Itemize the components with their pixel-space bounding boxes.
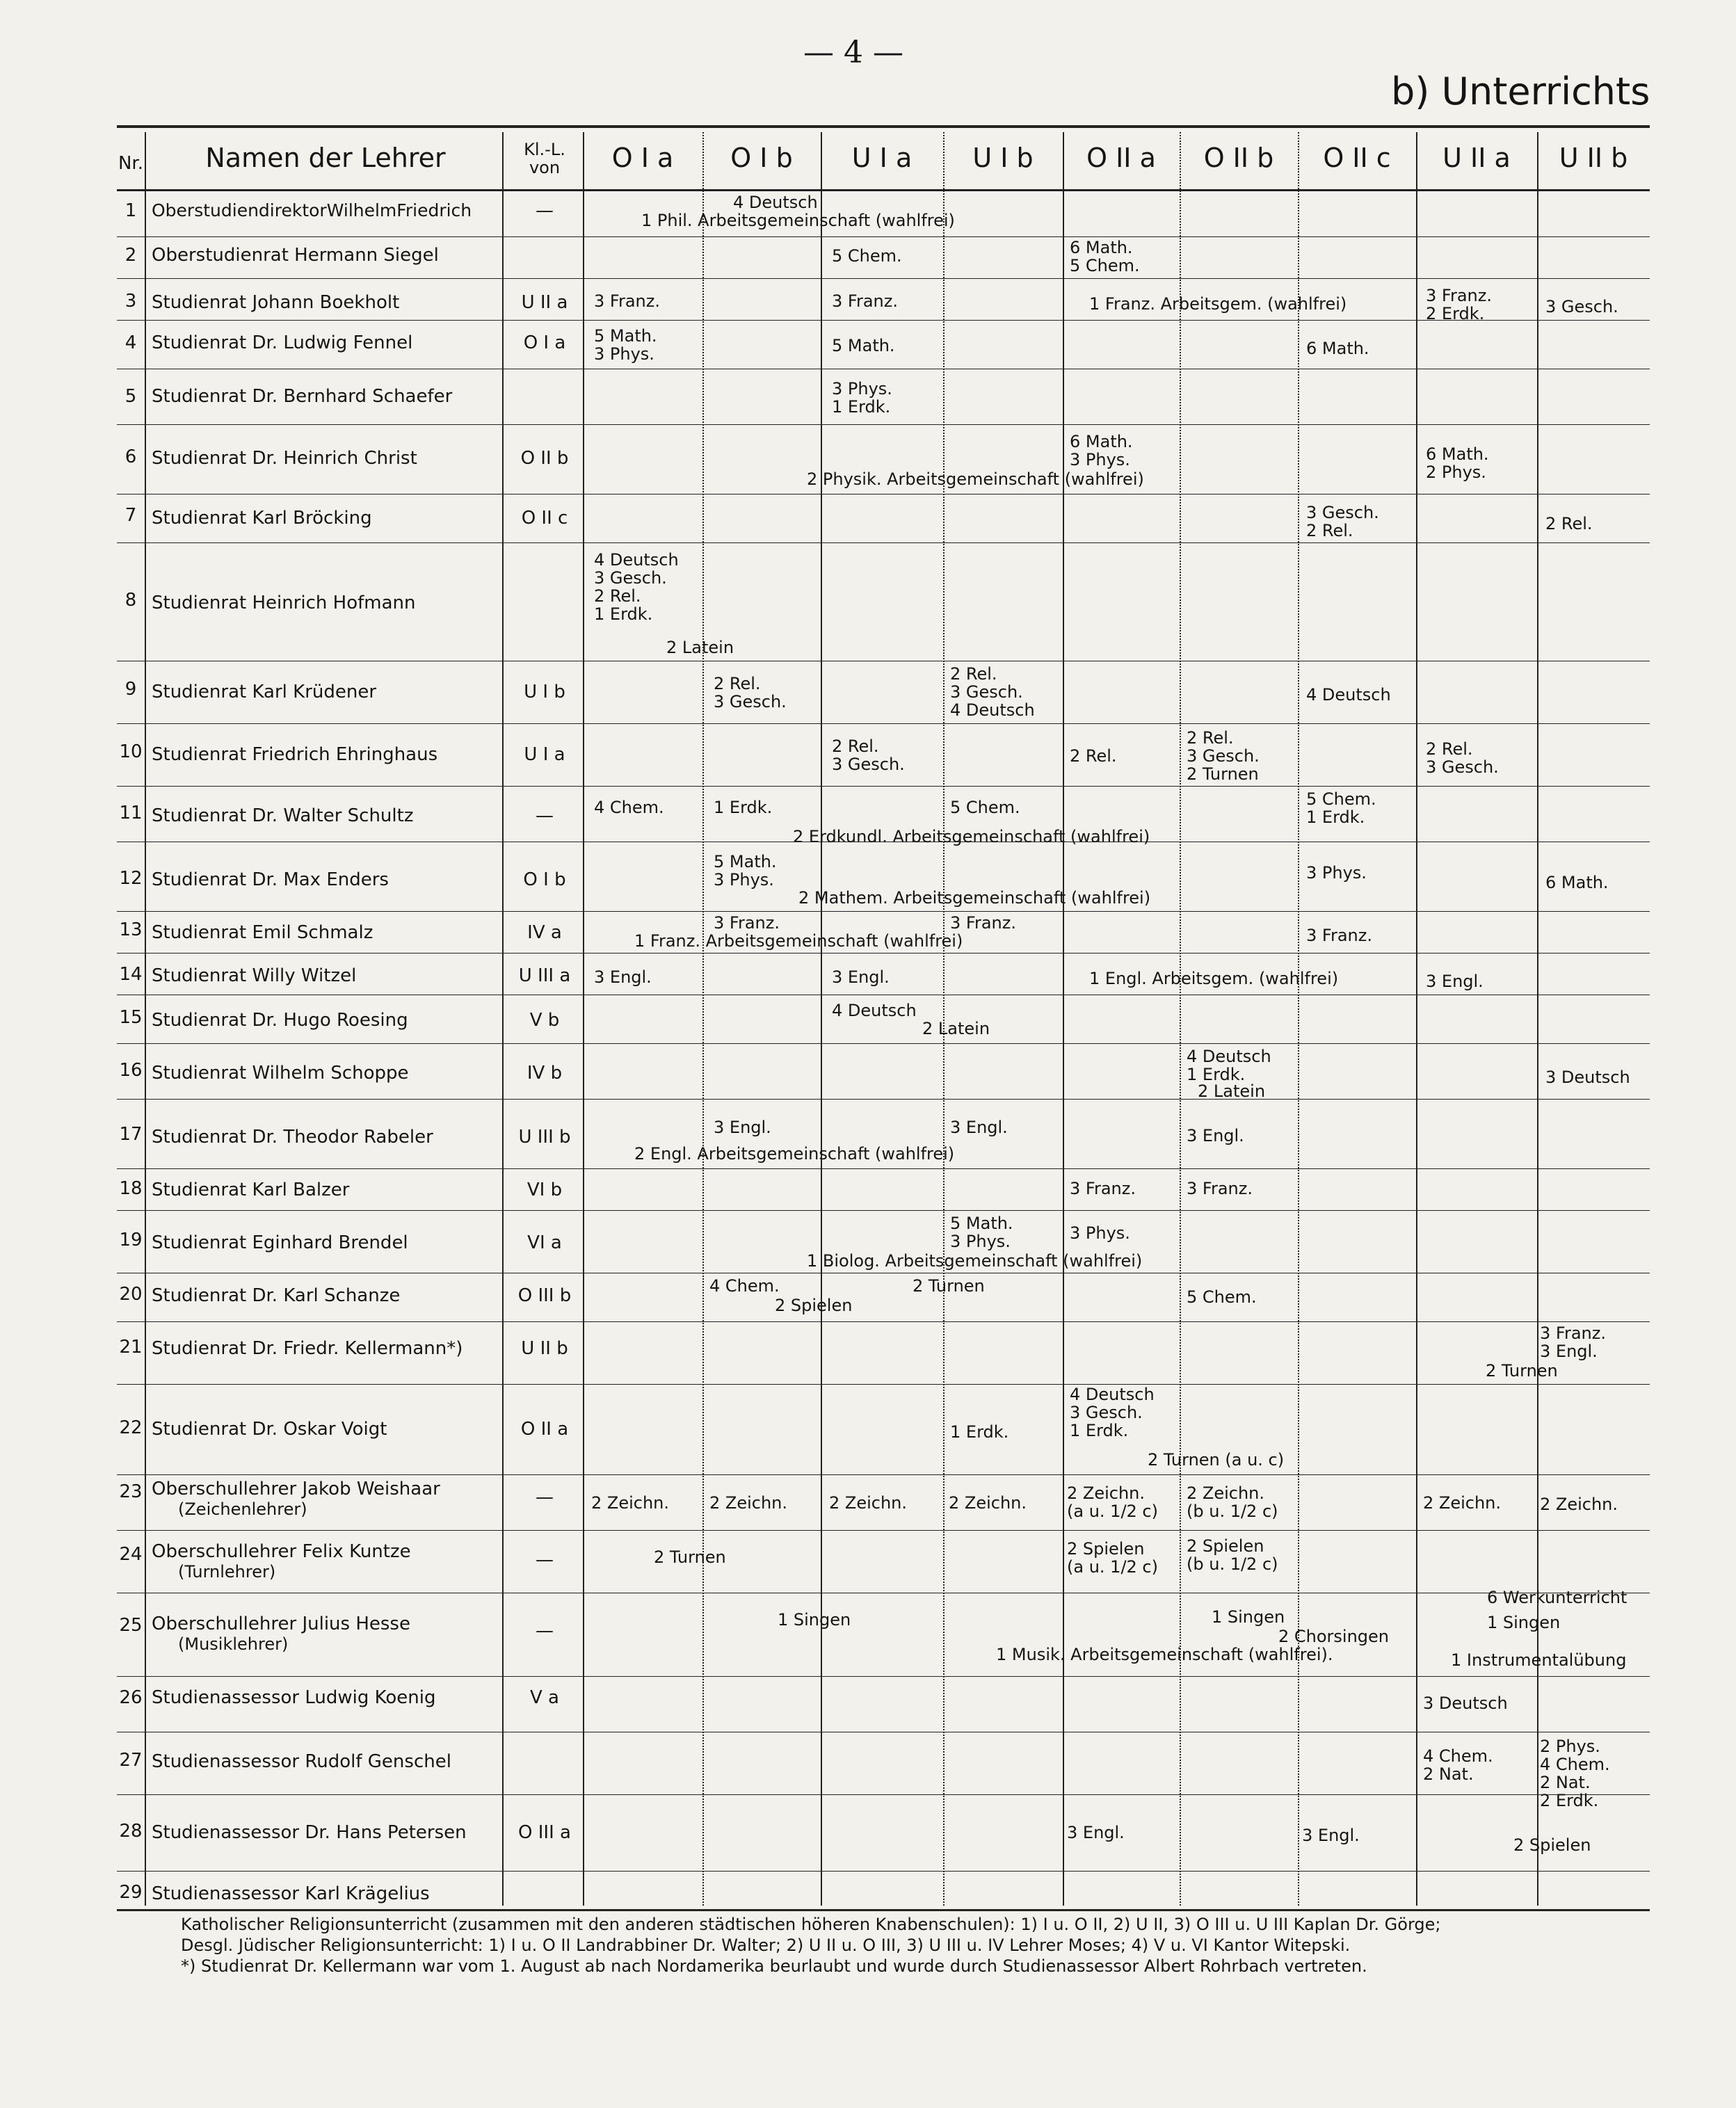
header-class: O II c <box>1323 143 1391 173</box>
lesson-cell: 2 Mathem. Arbeitsgemeinschaft (wahlfrei) <box>798 888 1151 908</box>
lesson-cell: 3 Franz. <box>1070 1179 1136 1198</box>
lesson-cell: 3 Engl. <box>1067 1823 1125 1842</box>
row-number: 5 <box>124 386 137 407</box>
lesson-cell: 5 Chem. <box>950 798 1020 817</box>
page-number: — 4 — <box>803 35 903 70</box>
footnote-jewish: Desgl. Jüdischer Religionsunterricht: 1) I u. O II Landrabbiner Dr. Walter; 2) U II u. O III, 3) U III u. IV Lehrer Moses; 4) V u. VI Kantor Witepski. <box>181 1936 1351 1955</box>
lesson-cell: 2 Zeichn. <box>709 1493 788 1513</box>
row-number: 3 <box>124 291 137 312</box>
row-number: 8 <box>124 590 137 611</box>
teacher-name: Studienrat Karl Bröcking <box>152 508 372 529</box>
class-teacher: O II b <box>520 448 569 469</box>
row-number: 24 <box>119 1544 143 1565</box>
row-rule <box>117 1676 1650 1677</box>
lesson-cell: 2 Chorsingen <box>1278 1627 1390 1646</box>
teacher-name: Studienrat Dr. Heinrich Christ <box>152 448 417 469</box>
table-header-rule <box>117 189 1650 191</box>
header-class: O I b <box>730 143 793 173</box>
teacher-name: OberstudiendirektorWilhelmFriedrich <box>152 200 472 220</box>
lesson-cell: 2 Spielen <box>775 1296 853 1315</box>
teacher-name: Studienrat Karl Balzer <box>152 1180 350 1200</box>
lesson-cell: 2 Rel. 3 Gesch. 4 Deutsch <box>950 664 1035 720</box>
lesson-cell: 3 Engl. <box>714 1118 771 1137</box>
teacher-subtitle: (Zeichenlehrer) <box>178 1499 307 1519</box>
lesson-cell: 2 Erdkundl. Arbeitsgemeinschaft (wahlfrei) <box>793 827 1150 846</box>
lesson-cell: 6 Math. <box>1545 873 1609 892</box>
lesson-cell: 5 Math. <box>832 336 895 355</box>
lesson-cell: 1 Musik. Arbeitsgemeinschaft (wahlfrei). <box>996 1645 1333 1664</box>
header-class: O II a <box>1086 143 1156 173</box>
lesson-cell: 2 Rel. <box>1545 514 1593 533</box>
teacher-name: Studienrat Dr. Karl Schanze <box>152 1285 401 1306</box>
table-bottom-rule <box>117 1909 1650 1911</box>
row-number: 21 <box>119 1337 143 1358</box>
teacher-name: Studienrat Dr. Max Enders <box>152 869 389 890</box>
class-teacher: U III a <box>518 965 571 986</box>
col-rule <box>1180 132 1181 1906</box>
class-teacher: — <box>536 805 554 826</box>
header-class: O I a <box>611 143 674 173</box>
teacher-name: Studienrat Dr. Friedr. Kellermann*) <box>152 1338 463 1359</box>
class-teacher: V b <box>529 1010 560 1031</box>
lesson-cell: 5 Chem. <box>832 246 902 266</box>
col-rule <box>1063 132 1064 1906</box>
lesson-cell: 3 Franz. <box>950 913 1016 933</box>
lesson-cell: 2 Rel. 3 Gesch. <box>832 737 905 774</box>
footnote-catholic: Katholischer Religionsunterricht (zusammen mit den anderen städtischen höheren Knabenschulen): 1) I u. O II, 2) U II, 3) O III u. U III Kaplan Dr. Görge; <box>181 1915 1441 1934</box>
lesson-cell: 5 Math. 3 Phys. <box>594 326 657 364</box>
col-rule <box>502 132 504 1906</box>
lesson-cell: 5 Math. 3 Phys. <box>714 852 777 890</box>
lesson-cell: 2 Zeichn. <box>949 1493 1027 1513</box>
lesson-cell: 2 Rel. 3 Gesch. <box>714 674 787 711</box>
lesson-cell: 5 Chem. <box>1187 1287 1257 1307</box>
row-number: 7 <box>124 505 137 526</box>
class-teacher: O I a <box>523 332 566 353</box>
col-rule <box>1416 132 1417 1906</box>
lesson-cell: 2 Zeichn. (a u. 1/2 c) <box>1067 1483 1158 1521</box>
col-rule <box>1537 132 1538 1906</box>
lesson-cell: 3 Deutsch <box>1545 1068 1630 1087</box>
lesson-cell: 2 Zeichn. <box>591 1493 670 1513</box>
lesson-cell: 4 Deutsch <box>832 1001 917 1020</box>
lesson-cell: 1 Engl. Arbeitsgem. (wahlfrei) <box>1089 969 1339 988</box>
row-rule <box>117 1168 1650 1169</box>
teacher-name: Studienrat Dr. Oskar Voigt <box>152 1419 387 1440</box>
col-rule <box>702 132 704 1906</box>
teacher-name: Studienrat Johann Boekholt <box>152 292 400 313</box>
row-number: 10 <box>119 741 143 762</box>
class-teacher: O III b <box>517 1285 572 1306</box>
row-rule <box>117 953 1650 954</box>
row-rule <box>117 1794 1650 1795</box>
lesson-cell: 3 Engl. <box>1426 972 1484 991</box>
class-teacher: IV b <box>527 1063 563 1084</box>
lesson-cell: 3 Phys. 1 Erdk. <box>832 379 892 417</box>
row-rule <box>117 278 1650 279</box>
teacher-name: Oberschullehrer Jakob Weishaar <box>152 1479 440 1499</box>
row-number: 14 <box>119 964 143 985</box>
row-number: 6 <box>124 446 137 467</box>
footnotes <box>181 1914 1655 1977</box>
lesson-cell: 2 Zeichn. <box>1423 1493 1502 1513</box>
lesson-cell: 3 Engl. <box>832 967 890 987</box>
class-teacher: — <box>536 1550 554 1570</box>
teacher-name: Studienassessor Karl Krägelius <box>152 1883 430 1904</box>
lesson-cell: 2 Zeichn. (b u. 1/2 c) <box>1187 1483 1278 1521</box>
lesson-cell: 2 Zeichn. <box>1540 1495 1618 1514</box>
lesson-cell: 4 Chem. <box>594 798 664 817</box>
teacher-name: Studienrat Dr. Theodor Rabeler <box>152 1127 433 1148</box>
lesson-cell: 2 Turnen <box>654 1547 726 1567</box>
teacher-name: Studienrat Willy Witzel <box>152 965 357 986</box>
row-number: 11 <box>119 803 143 823</box>
lesson-cell: 2 Spielen (a u. 1/2 c) <box>1067 1539 1158 1577</box>
row-rule <box>117 542 1650 543</box>
col-rule <box>583 132 584 1906</box>
lesson-cell: 4 Deutsch 3 Gesch. 1 Erdk. <box>1070 1385 1155 1440</box>
lesson-cell: 2 Phys. 4 Chem. 2 Nat. 2 Erdk. <box>1540 1737 1610 1810</box>
lesson-cell: 4 Chem. <box>709 1276 780 1296</box>
row-number: 18 <box>119 1178 143 1199</box>
row-number: 17 <box>119 1124 143 1145</box>
lesson-cell: 1 Phil. Arbeitsgemeinschaft (wahlfrei) <box>641 211 955 230</box>
lesson-cell: 3 Franz. <box>1187 1179 1253 1198</box>
lesson-cell: 5 Chem. 1 Erdk. <box>1306 789 1376 827</box>
teacher-name: Studienrat Emil Schmalz <box>152 922 373 943</box>
row-rule <box>117 1474 1650 1475</box>
lesson-cell: 2 Latein <box>666 638 734 657</box>
teacher-name: Studienrat Eginhard Brendel <box>152 1232 408 1253</box>
teacher-name: Studienrat Dr. Bernhard Schaefer <box>152 386 453 407</box>
class-teacher: O II c <box>521 508 568 529</box>
col-rule <box>145 132 146 1906</box>
header-names: Namen der Lehrer <box>205 143 446 173</box>
row-number: 9 <box>124 679 137 700</box>
row-rule <box>117 1530 1650 1531</box>
row-rule <box>117 1043 1650 1044</box>
lesson-cell: 4 Deutsch <box>1306 685 1391 705</box>
teacher-name: Oberstudienrat Hermann Siegel <box>152 245 439 266</box>
class-teacher: O III a <box>518 1822 571 1843</box>
header-class: O II b <box>1203 143 1274 173</box>
class-teacher: IV a <box>527 922 562 943</box>
lesson-cell: 1 Singen <box>778 1610 851 1630</box>
row-number: 1 <box>124 200 137 221</box>
row-number: 27 <box>119 1750 143 1771</box>
lesson-cell: 6 Math. 2 Phys. <box>1426 444 1489 482</box>
class-teacher: U I a <box>524 744 565 765</box>
row-number: 15 <box>119 1007 143 1028</box>
teacher-name: Studienassessor Ludwig Koenig <box>152 1687 436 1708</box>
lesson-cell: 1 Franz. Arbeitsgemeinschaft (wahlfrei) <box>634 931 963 951</box>
row-number: 2 <box>124 245 137 266</box>
lesson-cell: 2 Engl. Arbeitsgemeinschaft (wahlfrei) <box>634 1144 955 1164</box>
lesson-cell: 4 Chem. 2 Nat. <box>1423 1746 1493 1784</box>
row-number: 13 <box>119 919 143 940</box>
lesson-cell: 2 Turnen <box>1486 1361 1558 1381</box>
teacher-name: Oberschullehrer Julius Hesse <box>152 1614 410 1634</box>
row-rule <box>117 320 1650 321</box>
lesson-cell: 2 Rel. <box>1070 746 1117 766</box>
lesson-cell: 1 Franz. Arbeitsgem. (wahlfrei) <box>1089 294 1347 314</box>
teacher-name: Studienrat Dr. Hugo Roesing <box>152 1010 408 1031</box>
header-class: U II b <box>1559 143 1628 173</box>
lesson-cell: 6 Math. 5 Chem. <box>1070 238 1140 275</box>
row-number: 16 <box>119 1060 143 1081</box>
class-teacher: U II b <box>521 1338 568 1359</box>
teacher-subtitle: (Musiklehrer) <box>178 1634 289 1654</box>
row-number: 26 <box>119 1687 143 1708</box>
lesson-cell: 3 Franz. <box>832 291 898 311</box>
teacher-name: Studienrat Dr. Walter Schultz <box>152 805 414 826</box>
lesson-cell: 3 Phys. <box>1070 1223 1130 1243</box>
col-rule <box>821 132 822 1906</box>
header-class: U II a <box>1442 143 1511 173</box>
class-teacher: — <box>536 1620 554 1641</box>
lesson-cell: 2 Spielen <box>1513 1835 1591 1855</box>
class-teacher: VI b <box>527 1180 563 1200</box>
teacher-name: Studienrat Heinrich Hofmann <box>152 593 416 613</box>
teacher-name: Studienrat Friedrich Ehringhaus <box>152 744 438 765</box>
lesson-cell: 1 Biolog. Arbeitsgemeinschaft (wahlfrei) <box>807 1251 1143 1271</box>
lesson-cell: 3 Engl. <box>594 967 652 987</box>
lesson-cell: 5 Math. 3 Phys. <box>950 1214 1013 1251</box>
lesson-cell: 3 Phys. <box>1306 863 1367 883</box>
lesson-cell: 6 Math. 3 Phys. <box>1070 432 1133 469</box>
row-rule <box>117 1321 1650 1322</box>
row-rule <box>117 1099 1650 1100</box>
footnote-kellermann: *) Studienrat Dr. Kellermann war vom 1. August ab nach Nordamerika beurlaubt und wurde durch Studienassessor Albert Rohrbach vertreten. <box>181 1956 1367 1976</box>
lesson-cell: 3 Engl. <box>950 1118 1008 1137</box>
lesson-cell: 2 Rel. 3 Gesch. 2 Turnen <box>1187 728 1260 784</box>
lesson-cell: 6 Werkunterricht <box>1487 1588 1628 1607</box>
class-teacher: — <box>536 1487 554 1508</box>
lesson-cell: 3 Franz. 2 Erdk. <box>1426 286 1492 323</box>
class-teacher: V a <box>530 1687 559 1708</box>
class-teacher: VI a <box>527 1232 562 1253</box>
lesson-cell: 1 Instrumentalübung <box>1451 1650 1627 1670</box>
class-teacher: — <box>536 200 554 221</box>
lesson-cell: 2 Physik. Arbeitsgemeinschaft (wahlfrei) <box>807 469 1144 489</box>
lesson-cell: 1 Singen <box>1487 1613 1561 1632</box>
teacher-name: Studienassessor Rudolf Genschel <box>152 1751 451 1772</box>
class-teacher: U I b <box>524 682 565 702</box>
class-teacher: O II a <box>520 1419 569 1440</box>
lesson-cell: 2 Latein <box>1198 1081 1266 1101</box>
lesson-cell: 2 Spielen (b u. 1/2 c) <box>1187 1536 1278 1574</box>
table-top-rule <box>117 125 1650 128</box>
row-number: 20 <box>119 1284 143 1305</box>
lesson-cell: 3 Engl. <box>1187 1126 1244 1145</box>
header-class: U I a <box>851 143 913 173</box>
teacher-name: Studienrat Dr. Ludwig Fennel <box>152 332 413 353</box>
row-number: 22 <box>119 1417 143 1438</box>
teacher-name: Studienassessor Dr. Hans Petersen <box>152 1822 467 1843</box>
row-rule <box>117 424 1650 425</box>
row-number: 28 <box>119 1821 143 1842</box>
row-number: 12 <box>119 868 143 889</box>
lesson-cell: 3 Deutsch <box>1423 1693 1508 1713</box>
teacher-name: Oberschullehrer Felix Kuntze <box>152 1541 411 1562</box>
lesson-cell: 6 Math. <box>1306 339 1369 358</box>
row-number: 4 <box>124 332 137 353</box>
lesson-cell: 3 Franz. <box>1306 926 1372 945</box>
row-number: 23 <box>119 1481 143 1502</box>
row-rule <box>117 1210 1650 1211</box>
lesson-cell: 3 Gesch. 2 Rel. <box>1306 503 1379 540</box>
lesson-cell: 3 Franz. <box>714 913 780 933</box>
lesson-cell: 4 Deutsch <box>733 193 818 212</box>
row-number: 29 <box>119 1882 143 1903</box>
lesson-cell: 4 Deutsch 3 Gesch. 2 Rel. 1 Erdk. <box>594 550 679 624</box>
lesson-cell: 2 Turnen (a u. c) <box>1148 1450 1285 1470</box>
header-kl: Kl.-L. von <box>524 140 565 177</box>
lesson-cell: 1 Singen <box>1212 1607 1285 1627</box>
class-teacher: U III b <box>518 1127 571 1148</box>
row-number: 19 <box>119 1230 143 1250</box>
lesson-cell: 2 Turnen <box>913 1276 985 1296</box>
lesson-cell: 3 Franz. <box>594 291 660 311</box>
row-rule <box>117 1871 1650 1872</box>
header-nr: Nr. <box>118 153 144 174</box>
lesson-cell: 2 Zeichn. <box>829 1493 908 1513</box>
row-rule <box>117 723 1650 724</box>
lesson-cell: 3 Gesch. <box>1545 297 1618 316</box>
lesson-cell: 3 Franz. 3 Engl. <box>1540 1323 1606 1361</box>
row-rule <box>117 786 1650 787</box>
lesson-cell: 2 Rel. 3 Gesch. <box>1426 739 1499 777</box>
row-rule <box>117 1384 1650 1385</box>
class-teacher: O I b <box>523 869 566 890</box>
lesson-cell: 1 Erdk. <box>714 798 773 817</box>
lesson-cell: 3 Engl. <box>1302 1826 1360 1845</box>
teacher-name: Studienrat Karl Krüdener <box>152 682 377 702</box>
lesson-cell: 2 Latein <box>922 1019 990 1038</box>
section-title: b) Unterrichts <box>1391 70 1650 113</box>
teacher-subtitle: (Turnlehrer) <box>178 1562 276 1582</box>
header-class: U I b <box>972 143 1034 173</box>
lesson-cell: 1 Erdk. <box>950 1422 1009 1442</box>
row-rule <box>117 911 1650 912</box>
row-number: 25 <box>119 1615 143 1636</box>
teacher-name: Studienrat Wilhelm Schoppe <box>152 1063 409 1084</box>
class-teacher: U II a <box>521 292 568 313</box>
row-rule <box>117 236 1650 237</box>
lesson-cell: 4 Deutsch 1 Erdk. <box>1187 1047 1271 1084</box>
